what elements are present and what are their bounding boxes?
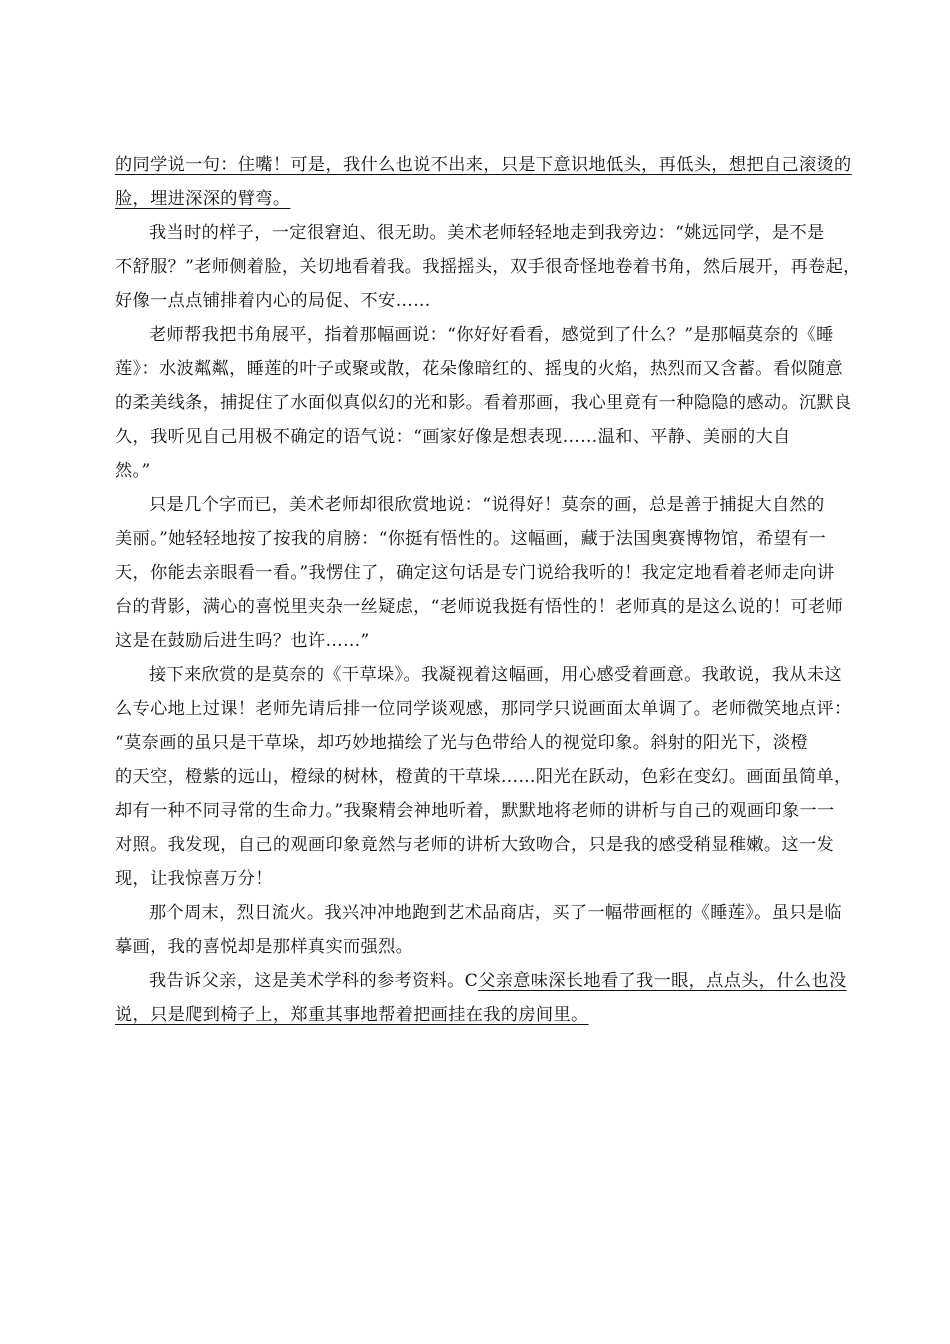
paragraph-first-line: 老师帮我把书角展平，指着那幅画说：“你好好看看，感觉到了什么？”是那幅莫奈的《睡 xyxy=(149,325,834,345)
text-line xyxy=(115,148,852,182)
text-line: “莫奈画的虽只是干草垛，却巧妙地描绘了光与色带给人的视觉印象。斜射的阳光下，淡橙 xyxy=(115,733,809,753)
paragraph-first-line: 那个周末，烈日流火。我兴冲冲地跑到艺术品商店，买了一幅带画框的《睡莲》。虽只是临 xyxy=(149,903,842,923)
text-line: 却有一种不同寻常的生命力。”我聚精会神地听着，默默地将老师的讲析与自己的观画印象一一 xyxy=(115,801,835,821)
text-line: 台的背影，满心的喜悦里夹杂一丝疑虑，“老师说我挺有悟性的！老师真的是这么说的！可老师 xyxy=(115,597,844,617)
underlined-text: 说，只是爬到椅子上，郑重其事地帮着把画挂在我的房间里。 xyxy=(115,1005,589,1025)
text-line: 的天空，橙紫的远山，橙绿的树林，橙黄的干草垛……阳光在跃动，色彩在变幻。画面虽简单， xyxy=(115,767,852,787)
document-body xyxy=(115,148,861,1032)
paragraph-first-line: 只是几个字而已，美术老师却很欣赏地说：“说得好！莫奈的画，总是善于捕捉大自然的 xyxy=(149,495,825,515)
text-line: 然。” xyxy=(115,461,151,481)
text-line: 对照。我发现，自己的观画印象竟然与老师的讲析大致吻合，只是我的感受稍显稚嫩。这一发 xyxy=(115,835,835,855)
text-line xyxy=(115,998,823,1032)
text-line: 天，你能去亲眼看一看。”我愣住了，确定这句话是专门说给我听的！我定定地看着老师走向讲 xyxy=(115,563,835,583)
underlined-text: 的同学说一句：住嘴！可是，我什么也说不出来，只是下意识地低头，再低头，想把自己滚烫的 xyxy=(115,155,852,175)
text-line: 么专心地上过课！老师先请后排一位同学谈观感，那同学只说画面太单调了。老师微笑地点评： xyxy=(115,699,852,719)
text-line: 不舒服？”老师侧着脸，关切地看着我。我摇摇头，双手很奇怪地卷着书角，然后展开，再卷起， xyxy=(115,257,861,277)
text-line: 摹画，我的喜悦却是那样真实而强烈。 xyxy=(115,937,414,957)
plain-text: 我告诉父亲，这是美术学科的参考资料。C xyxy=(149,971,479,991)
text-line: 好像一点点铺排着内心的局促、不安…… xyxy=(115,291,431,311)
text-line: 久，我听见自己用极不确定的语气说：“画家好像是想表现……温和、平静、美丽的大自 xyxy=(115,427,791,447)
underlined-text: 脸，埋进深深的臂弯。 xyxy=(115,189,291,209)
paragraph-first-line: 我当时的样子，一定很窘迫、很无助。美术老师轻轻地走到我旁边：“姚远同学，是不是 xyxy=(149,223,825,243)
text-line xyxy=(115,182,823,216)
text-line: 莲》：水波粼粼，睡莲的叶子或聚或散，花朵像暗红的、摇曳的火焰，热烈而又含蓄。看似随意 xyxy=(115,359,843,379)
paragraph-first-line: 接下来欣赏的是莫奈的《干草垛》。我凝视着这幅画，用心感受着画意。我敢说，我从未这 xyxy=(149,665,842,685)
underlined-text: 父亲意味深长地看了我一眼，点点头，什么也没 xyxy=(478,971,847,991)
paragraph-first-line xyxy=(115,964,847,998)
text-line: 现，让我惊喜万分！ xyxy=(115,869,273,889)
text-line: 的柔美线条，捕捉住了水面似真似幻的光和影。看着那画，我心里竟有一种隐隐的感动。沉默良 xyxy=(115,393,852,413)
text-line: 美丽。”她轻轻地按了按我的肩膀：“你挺有悟性的。这幅画，藏于法国奥赛博物馆，希望有一 xyxy=(115,529,827,549)
text-line: 这是在鼓励后进生吗？也许……” xyxy=(115,631,370,651)
